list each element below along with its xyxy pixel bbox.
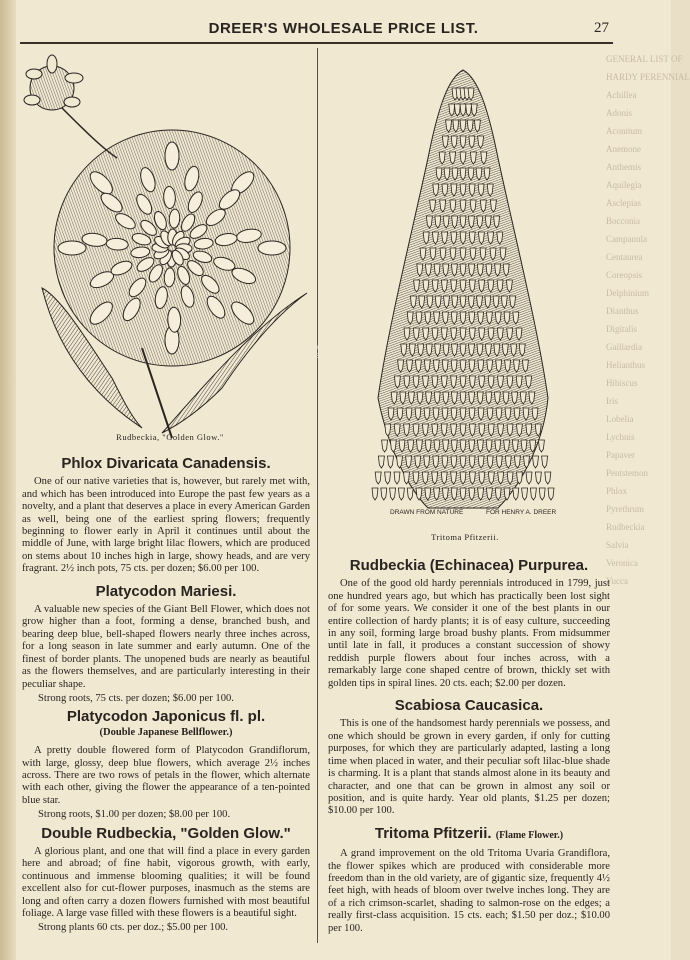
bleed-line: Veronica (606, 558, 638, 568)
rudbeckia-caption: Rudbeckia, "Golden Glow." (116, 432, 224, 442)
mariesi-title: Platycodon Mariesi. (95, 582, 237, 600)
echinacea-title: Rudbeckia (Echinacea) Purpurea. (349, 557, 589, 574)
floret-shape (539, 488, 545, 500)
right-column (328, 557, 610, 937)
japonicus-body: A pretty double flowered form of Platycodon Grandiflorum, with large, glossy, deep blue flowers, which average 2½ inches across. There are two rows of petals in the flower, which alternate with each other, giving the flower the appearance of a ten-pointed blue star. (22, 745, 310, 806)
bleed-line: Phlox (606, 486, 628, 496)
floret-shape (385, 472, 391, 484)
bleed-line: Pentstemon (606, 468, 648, 478)
golden-glow-title: Double Rudbeckia, "Golden Glow." (41, 824, 291, 842)
floret-shape (407, 488, 413, 500)
floret-shape (372, 488, 378, 500)
bleed-line: Bocconia (606, 216, 640, 226)
bleed-line: Rudbeckia (606, 522, 645, 532)
bleed-line: Coreopsis (606, 270, 642, 280)
bleed-line: Iris (606, 396, 618, 406)
petal-shape (167, 307, 181, 332)
bleed-line: Achillea (606, 90, 637, 100)
floret-shape (526, 472, 532, 484)
bleed-line: Yucca (606, 576, 628, 586)
floret-shape (375, 472, 381, 484)
bleed-line: Asclepias (606, 198, 641, 208)
floret-shape (382, 440, 388, 452)
bleed-line: Lobelia (606, 414, 634, 424)
phlox-body: One of our native varieties that is, however, but rarely met with, and which has been introduced into Europe the past few years as a novelty, and a plant that deserves a place in every American Garden as well, being one of the earliest spring flowers; frequently beginning to flower early in April it continues until about the middle of June, with large bright lilac flowers, which are produced on stems about 10 inches high in large, showy heads, and are very fragrant. 2½ inch pots, 75 cts. per dozen; $6.00 per 100. (22, 476, 310, 575)
scabiosa-title: Scabiosa Caucasica. (394, 697, 544, 715)
tritoma-title (328, 824, 610, 842)
page-binding-edge (0, 0, 16, 960)
bleed-line: Salvia (606, 540, 629, 550)
column-divider (317, 48, 318, 943)
bleed-line: Delphinium (606, 288, 649, 298)
bleed-line: Anthemis (606, 162, 641, 172)
bleed-line: Centaurea (606, 252, 643, 262)
bleed-line: Lychnis (606, 432, 635, 442)
golden-glow-body: A glorious plant, and one that will find a place in every garden here and abroad; of fine habit, vigorous growth, with early, continuous and immense blooming qualities; it will be found excellent also for cut-flower purposes, inasmuch as the stems are long and often carry a dozen flowers furnished with most beautiful foliage. A large vase filled with these flowers is a beautiful sight. (22, 845, 310, 919)
floret-shape (513, 488, 519, 500)
scabiosa-body: This is one of the handsomest hardy perennials we possess, and one which should be grown in every garden, if only for cutting purposes, for which they are particularly adapted, lasting a long time when placed in water, and their peculiar soft lilac-blue shade is charming. It is a plant that stands almost alone in its beauty and character, and one that can be grown in almost any soil or position, and is quite hardy. Year old plants, $1.25 per dozen; $10.00 per 100. (328, 718, 610, 817)
rudbeckia-credit-1: DRAWN FROM NATURE (262, 346, 330, 352)
bleed-line: GENERAL LIST OF (606, 54, 683, 64)
bleed-line: Anemone (606, 144, 641, 154)
tritoma-subtitle: (Flame Flower.) (495, 829, 564, 841)
header-rule (20, 42, 613, 44)
bleed-line: Aconitum (606, 126, 642, 136)
bleed-line: Papaver (606, 450, 635, 460)
bleed-through-text (606, 50, 690, 930)
floret-shape (398, 488, 404, 500)
tritoma-caption: Tritoma Pfitzerii. (431, 532, 499, 542)
bleed-line: Helianthus (606, 360, 645, 370)
petal-shape (58, 241, 86, 255)
floret-shape (390, 488, 396, 500)
tritoma-pfitzerii-illustration (368, 68, 558, 518)
mariesi-body: A valuable new species of the Giant Bell Flower, which does not grow higher than a foot, forming a dense, branched bush, and bearing deep blue, bell-shaped flowers nearly three inches across, for a long season in late summer and early autumn. One of the finest of border plants. The unopened buds are nearly as beautiful as the flowers themselves, and are particularly interesting in their peculiar shape. (22, 604, 310, 690)
tritoma-credit-1: DRAWN FROM NATURE (390, 509, 464, 516)
echinacea-body: One of the good old hardy perennials introduced in 1799, just one hundred years ago, but which has practically been lost sight of for some years. We consider it one of the best plants in our entire collection of hardy plants; it is of easy culture, succeeding in any soil, forming large broad bushy plants. From midsummer until late in fall, it produces a constant succession of showy reddish purple flowers about four inches across, with a remarkably large cone shaped centre of brown, thickly set with golden tips in spiral lines. 20 cts. each; $2.00 per dozen. (328, 578, 610, 689)
tritoma-title-text: Tritoma Pfitzerii. (374, 824, 492, 842)
floret-shape (381, 488, 387, 500)
tritoma-credit-2: FOR HENRY A. DREER (486, 509, 557, 516)
floret-shape (535, 472, 541, 484)
floret-shape (388, 456, 394, 468)
bleed-line: Aquilegia (606, 180, 642, 190)
mariesi-price: Strong roots, 75 cts. per dozen; $6.00 per 100. (38, 692, 234, 704)
page-header (16, 18, 671, 40)
floret-shape (542, 456, 548, 468)
page-number: 27 (594, 20, 609, 36)
bleed-line: HARDY PERENNIAL (606, 72, 690, 82)
bleed-line: Campanula (606, 234, 647, 244)
japonicus-price: Strong roots, $1.00 per dozen; $8.00 per 100. (38, 809, 231, 821)
japonicus-subtitle: (Double Japanese Bellflower.) (99, 726, 233, 738)
header-title: DREER'S WHOLESALE PRICE LIST. (208, 20, 479, 37)
golden-glow-price: Strong plants 60 cts. per doz.; $5.00 per 100. (38, 922, 229, 934)
rudbeckia-golden-glow-illustration (22, 48, 330, 440)
bleed-line: Hibiscus (606, 378, 638, 388)
bleed-line: Dianthus (606, 306, 639, 316)
petal-shape (165, 142, 179, 170)
bleed-line: Digitalis (606, 324, 637, 334)
phlox-title: Phlox Divaricata Canadensis. (61, 455, 271, 472)
floret-shape (522, 488, 528, 500)
tritoma-body: A grand improvement on the old Tritoma Uvaria Grandiflora, the flower spikes which are produced with considerable more freedom than in the old variety, are of gigantic size, frequently 4½ feet high, with heads of bloom over twelve inches long. They are of a rich crimson-scarlet, shading to salmon-rose on the edges; a really first-class acquisition. 15 cts. each; $1.50 per doz.; $10.00 per 100. (328, 848, 610, 934)
rudbeckia-credit-2: FOR HENRY A. DREER (262, 354, 327, 360)
left-column (22, 455, 310, 941)
japonicus-title: Platycodon Japonicus fl. pl. (66, 708, 266, 726)
floret-shape (545, 472, 551, 484)
petal-shape (258, 241, 286, 255)
floret-shape (548, 488, 554, 500)
floret-shape (538, 440, 544, 452)
bleed-line: Adonis (606, 108, 633, 118)
floret-shape (530, 488, 536, 500)
floret-shape (378, 456, 384, 468)
floret-shape (394, 472, 400, 484)
bleed-line: Gaillardia (606, 342, 642, 352)
floret-shape (533, 456, 539, 468)
bleed-line: Pyrethrum (606, 504, 644, 514)
